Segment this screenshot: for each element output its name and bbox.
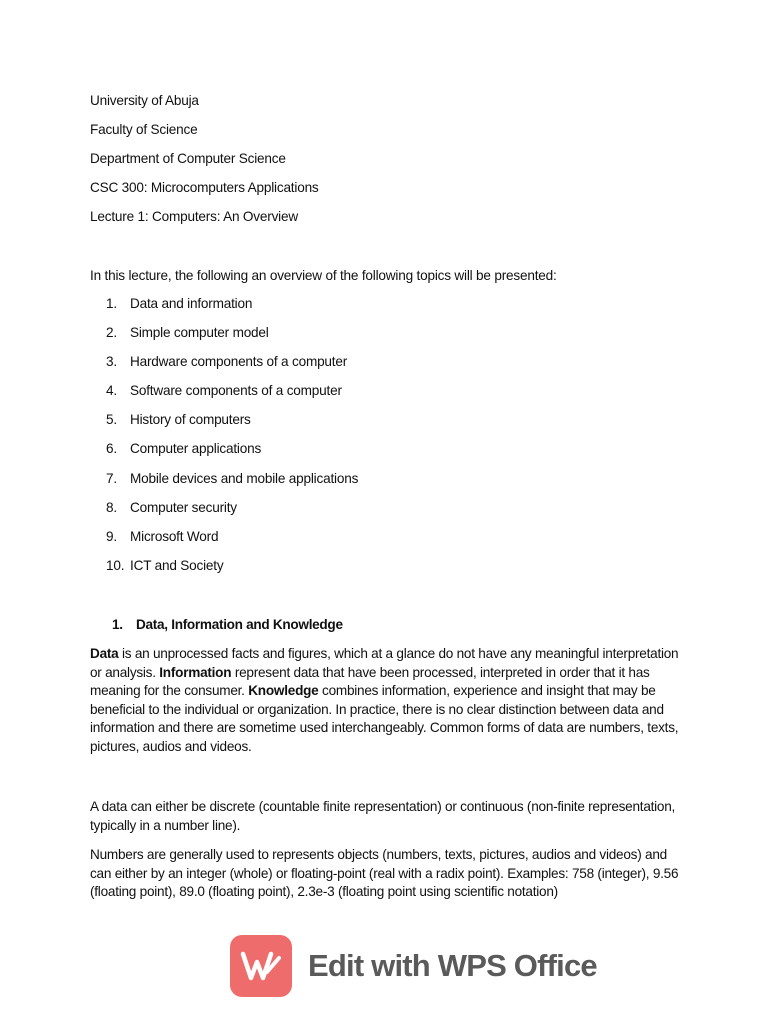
paragraph-text: is an unprocessed facts and figures, which at a glance do not have any meaningful interpretation or analysis.	[90, 646, 679, 680]
list-number: 5.	[106, 412, 117, 428]
list-item	[106, 441, 358, 470]
list-label: Simple computer model	[130, 325, 269, 341]
list-item	[106, 500, 358, 529]
list-item	[106, 558, 358, 587]
faculty-name: Faculty of Science	[90, 122, 198, 137]
list-number: 6.	[106, 441, 117, 457]
list-item	[106, 412, 358, 441]
term-data: Data	[90, 646, 119, 661]
section-heading	[112, 617, 343, 632]
list-number: 7.	[106, 470, 117, 486]
term-knowledge: Knowledge	[248, 683, 319, 699]
list-label: Mobile devices and mobile applications	[130, 470, 359, 486]
term-information: Information	[159, 664, 232, 680]
paragraph-definitions	[90, 645, 690, 757]
list-item	[106, 296, 358, 325]
list-label: Computer security	[130, 499, 237, 515]
paragraph-text: represent data that have been processed, interpreted in order that it has meaning for the consumer.	[90, 664, 650, 699]
paragraph-numbers: Numbers are generally used to represents objects (numbers, texts, pictures, audios and videos) and can either by an integer (whole) or floating-point (real with a radix point). Examples: 758 (integer), 9.56 (floating point), 89.0 (floating point), 2.3e-3 (floating point using scientific notation)	[90, 847, 679, 900]
list-label: Data and information	[130, 296, 253, 311]
list-item	[106, 529, 358, 558]
list-number: 8.	[106, 499, 117, 515]
list-item	[106, 325, 358, 354]
list-item	[106, 471, 358, 500]
list-number: 1.	[106, 296, 117, 311]
university-name: University of Abuja	[90, 93, 199, 108]
list-label: Hardware components of a computer	[130, 354, 348, 370]
list-number: 9.	[106, 528, 117, 544]
intro-text: In this lecture, the following an overview of the following topics will be presented:	[90, 268, 557, 283]
list-number: 2.	[106, 325, 117, 341]
paragraph-discrete-continuous: A data can either be discrete (countable finite representation) or continuous (non-finite representation, typically in a number line).	[90, 799, 676, 833]
list-item	[106, 383, 358, 412]
list-label: Computer applications	[130, 441, 262, 457]
department-name: Department of Computer Science	[90, 151, 286, 166]
list-label: History of computers	[130, 412, 251, 428]
list-number: 10.	[106, 557, 125, 573]
wps-watermark	[230, 935, 597, 997]
topic-list	[106, 296, 358, 587]
list-label: ICT and Society	[130, 557, 224, 573]
list-label: Microsoft Word	[130, 528, 219, 544]
wps-watermark-text: Edit with WPS Office	[308, 948, 597, 983]
list-number: 4.	[106, 383, 117, 399]
list-label: Software components of a computer	[130, 383, 342, 399]
lecture-title: Lecture 1: Computers: An Overview	[90, 209, 298, 224]
paragraph-text: combines information, experience and insight that may be beneficial to the individual or organization. In practice, there is no clear distinction between data and information and there are sometime used interchangeably. Common forms of data are numbers, texts, pictures, audios and videos.	[90, 683, 679, 754]
list-number: 3.	[106, 354, 117, 370]
section-number: 1.	[112, 617, 123, 632]
section-title: Data, Information and Knowledge	[136, 617, 343, 632]
list-item	[106, 354, 358, 383]
wps-logo-icon	[230, 935, 292, 997]
course-title: CSC 300: Microcomputers Applications	[90, 180, 319, 195]
